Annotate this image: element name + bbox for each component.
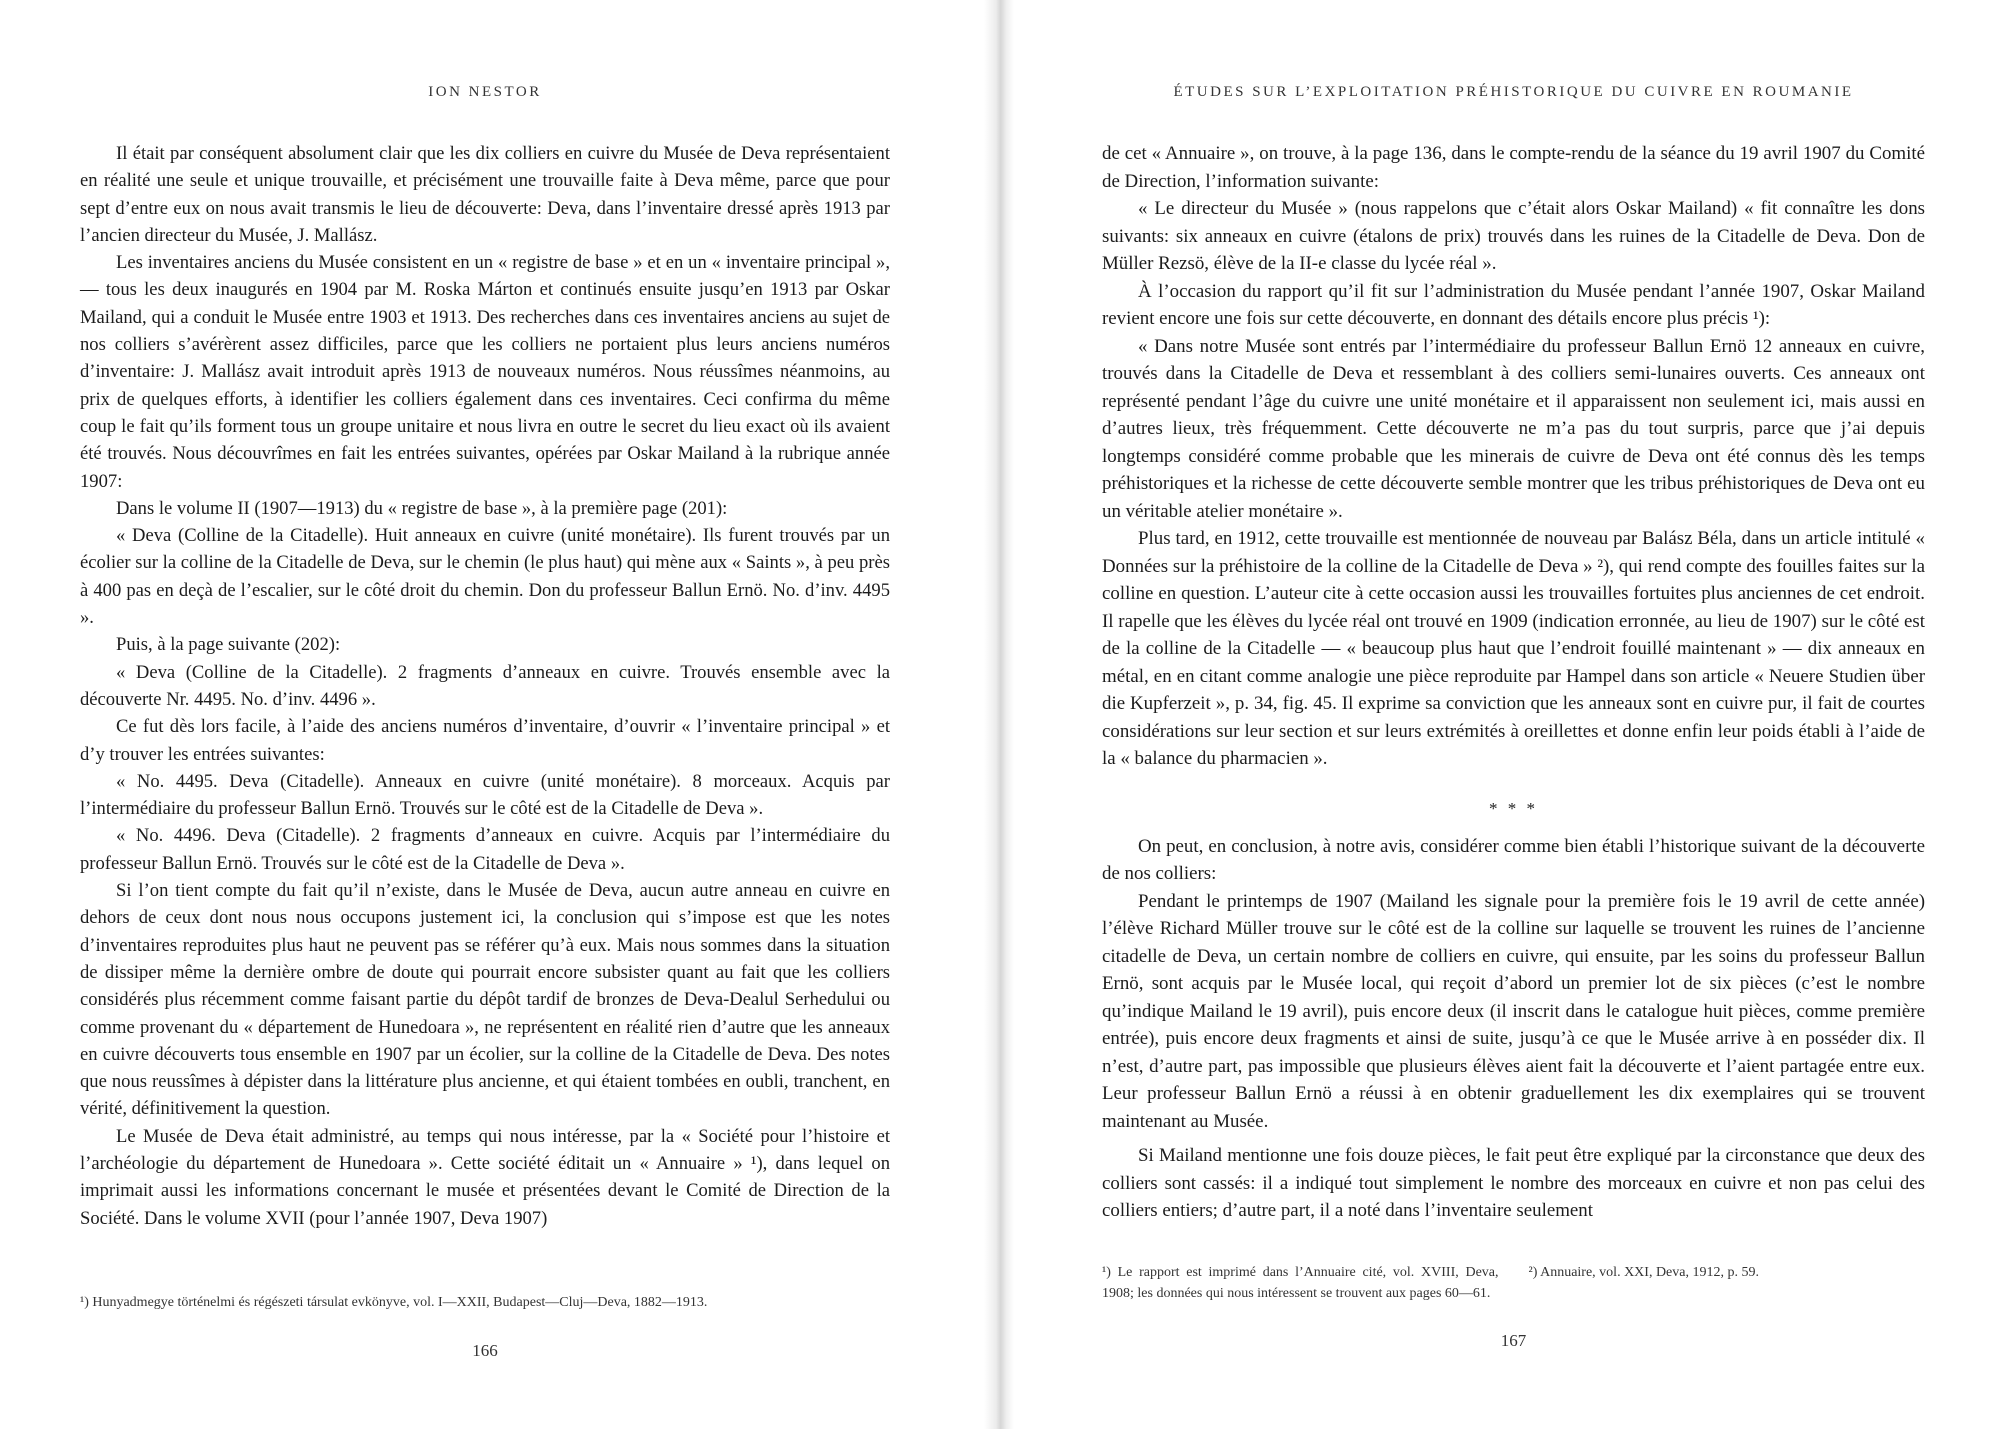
paragraph: Les inventaires anciens du Musée consistent en un « registre de base » et en un « inventaire principal », — tous les deux inaugurés en 1904 par M. Roska Márton et continués ensuite jusqu’en 1913 par Oskar Mailand, qui a conduit le Musée entre 1903 et 1913. Des recherches dans ces inventaires anciens au sujet de nos colliers s’avérèrent assez difficiles, parce que les colliers ne portaient plus leurs anciens numéros d’inventaire: J. Mallász avait introduit après 1913 de nouveaux numéros. Nous réussîmes néanmoins, au prix de quelques efforts, à identifier les colliers également dans ces inventaires. Ceci confirma du même coup le fait qu’ils forment tous un groupe unitaire et nous livra en outre le secret du lieu exact où ils avaient été trouvés. Nous découvrîmes en fait les entrées suivantes, opérées par Oskar Mailand à la rubrique année 1907: [80,252,890,492]
quoted-entry: « Le directeur du Musée » (nous rappelons que c’était alors Oskar Mailand) « fit connaître les dons suivants: six anneaux en cuivre (étalons de prix) trouvés dans les ruines de la Citadelle de Deva. Don de Müller Rezsö, élève de la II-e classe du lycée réal ». [1102,198,1925,274]
paragraph: Dans le volume II (1907—1913) du « registre de base », à la première page (201): [116,497,728,519]
paragraph: On peut, en conclusion, à notre avis, considérer comme bien établi l’historique suivant de la découverte de nos colliers: [1102,835,1925,884]
paragraph: Pendant le printemps de 1907 (Mailand les signale pour la première fois le 19 avril de cette année) l’élève Richard Müller trouve sur le côté est de la colline sur laquelle se trouvent les ruines de l’ancienne citadelle de Deva, un certain nombre de colliers en cuivre, qui ensuite, par les soins du professeur Ballun Ernö, sont acquis par le Musée local, qui reçoit d’abord un premier lot de six pièces (c’est le nombre qu’indique Mailand le 19 avril), puis encore deux (il inscrit dans le catalogue huit pièces, comme première entrée), puis encore deux fragments et ainsi de suite, jusqu’à ce que le Musée arrive à en posséder dix. Il n’est, d’autre part, pas impossible que plusieurs élèves aient fait la découverte et l’aient partagée entre eux. Leur professeur Ballun Ernö a réussi à en obtenir graduellement les dix exemplaires qui se trouvent maintenant au Musée. [1102,890,1925,1132]
paragraph: Le Musée de Deva était administré, au temps qui nous intéresse, par la « Société pour l’histoire et l’archéologie du département de Hunedoara ». Cette société éditait un « Annuaire » ¹), dans lequel on imprimait aussi les informations concernant le musée et présentées devant le Comité de Direction de la Société. Dans le volume XVII (pour l’année 1907, Deva 1907) [80,1125,890,1229]
paragraph: Plus tard, en 1912, cette trouvaille est mentionnée de nouveau par Balász Béla, dans un article intitulé « Données sur la préhistoire de la colline de la Citadelle de Deva » ²), qui rend compte des fouilles faites sur la colline en question. L’auteur cite à cette occasion aussi les trouvailles fortuites plus anciennes de cet endroit. Il rapelle que les élèves du lycée réal ont trouvé en 1909 (indication erronnée, au lieu de 1907) sur le côté est de la colline de la Citadelle — « beaucoup plus haut que l’endroit fouillé maintenant » — dix anneaux en métal, en en citant comme analogie une pièce reproduite par Hampel dans son article « Neuere Studien über die Kupferzeit », p. 34, fig. 45. Il exprime sa conviction que les anneaux sont en cuivre pur, il fait de courtes considérations sur leur section et sur leurs extrémités à oreillettes et donne enfin leur poids établi à l’aide de la « balance du pharmacien ». [1102,528,1925,769]
paragraph: À l’occasion du rapport qu’il fit sur l’administration du Musée pendant l’année 1907, Oskar Mailand revient encore une fois sur cette découverte, en donnant des détails encore plus précis ¹): [1102,280,1925,329]
quoted-entry: « Dans notre Musée sont entrés par l’intermédiaire du professeur Ballun Ernö 12 anneaux en cuivre, trouvés dans la Citadelle de Deva et ressemblant à des colliers semi-lunaires ouverts. Ces anneaux ont représenté pendant l’âge du cuivre une unité monétaire et il apparaissent non seulement ici, mais aussi en d’autres lieux, très fréquemment. Cette découverte ne m’a pas du tout surpris, parce que j’ai depuis longtemps considéré comme probable que les minerais de cuivre de Deva ont été connus dès les temps préhistoriques et la richesse de cette découverte semble montrer que les tribus préhistoriques de Deva ont eu un véritable atelier monétaire ». [1102,335,1925,522]
quoted-entry: « Deva (Colline de la Citadelle). 2 fragments d’anneaux en cuivre. Trouvés ensemble avec la découverte Nr. 4495. No. d’inv. 4496 ». [80,661,890,710]
paragraph: Si Mailand mentionne une fois douze pièces, le fait peut être expliqué par la circonstance que deux des colliers sont cassés: il a indiqué tout simplement le nombre des morceaux en cuivre et non pas celui des colliers entiers; d’autre part, il a noté dans l’inventaire seulement [1102,1145,1925,1221]
paragraph: Ce fut dès lors facile, à l’aide des anciens numéros d’inventaire, d’ouvrir « l’inventaire principal » et d’y trouver les entrées suivantes: [80,716,890,765]
page-number-left: 166 [472,1341,498,1360]
footnote: ²) Annuaire, vol. XXI, Deva, 1912, p. 59. [1528,1265,1759,1280]
paragraph: Il était par conséquent absolument clair que les dix colliers en cuivre du Musée de Deva représentaient en réalité une seule et unique trouvaille, et précisément une trouvaille faite à Deva même, parce que pour sept d’entre eux on nous avait transmis le lieu de découverte: Deva, dans l’inventaire dressé après 1913 par l’ancien directeur du Musée, J. Mallász. [80,143,890,246]
section-separator: * * * [1489,798,1538,818]
running-head-right: ÉTUDES SUR L’EXPLOITATION PRÉHISTORIQUE DU CUIVRE EN ROUMANIE [1173,84,1854,100]
footnote: ¹) Hunyadmegye történelmi és régészeti társulat evkönyve, vol. I—XXII, Budapest—Cluj—Deva, 1882—1913. [80,1295,708,1310]
paragraph: Puis, à la page suivante (202): [116,634,341,656]
running-head-left: ION NESTOR [428,84,542,100]
left-page-body [80,140,890,1232]
paragraph-continuation: de cet « Annuaire », on trouve, à la page 136, dans le compte-rendu de la séance du 19 avril 1907 du Comité de Direction, l’information suivante: [1102,143,1925,192]
quoted-entry: « No. 4495. Deva (Citadelle). Anneaux en cuivre (unité monétaire). 8 morceaux. Acquis par l’intermédiaire du professeur Ballun Ernö. Trouvés sur le côté est de la Citadelle de Deva ». [80,770,890,820]
left-page [80,0,890,1429]
left-footnotes [80,1292,890,1313]
right-footnotes [1102,1262,1925,1304]
quoted-entry: « Deva (Colline de la Citadelle). Huit anneaux en cuivre (unité monétaire). Ils furent trouvés par un écolier sur la colline de la Citadelle de Deva, sur le chemin (le plus haut) qui mène aux « Saints », à peu près à 400 pas en deçà de l’escalier, sur le côté droit du chemin. Don du professeur Ballun Ernö. No. d’inv. 4495 ». [80,525,890,629]
right-page-body [1102,140,1925,1225]
footnote: ¹) Le rapport est imprimé dans l’Annuaire cité, vol. XVIII, Deva, 1908; les données qui nous intéressent se trouvent aux pages 60—61. [1102,1265,1499,1301]
book-gutter [984,0,1014,1429]
page-number-right: 167 [1500,1331,1527,1350]
right-page [1102,0,1925,1429]
quoted-entry: « No. 4496. Deva (Citadelle). 2 fragments d’anneaux en cuivre. Acquis par l’intermédiaire du professeur Ballun Ernö. Trouvés sur le côté est de la Citadelle de Deva ». [80,825,890,874]
paragraph: Si l’on tient compte du fait qu’il n’existe, dans le Musée de Deva, aucun autre anneau en cuivre en dehors de ceux dont nous nous occupons justement ici, la conclusion qui s’impose est que les notes d’inventaires reproduites plus haut ne peuvent pas se référer qu’à eux. Mais nous sommes dans la situation de dissiper même la dernière ombre de doute qui pourrait encore subsister quant au fait que les colliers considérés plus récemment comme faisant partie du dépôt tardif de bronzes de Deva-Dealul Serhedului ou comme provenant du « département de Hunedoara », ne représentent en réalité rien d’autre que les anneaux en cuivre découverts tous ensemble en 1907 par un écolier, sur la colline de la Citadelle de Deva. Des notes que nous reussîmes à dépister dans la littérature plus ancienne, et qui étaient tombées en oubli, tranchent, en vérité, définitivement la question. [80,880,890,1120]
